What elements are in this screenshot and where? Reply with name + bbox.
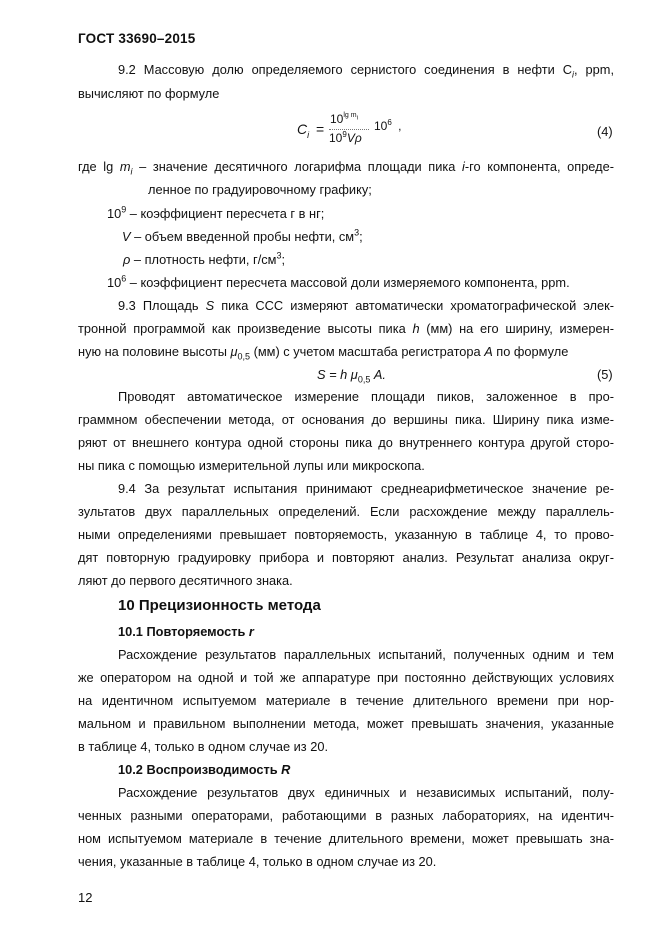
definition-line: V – объем введенной пробы нефти, $см^3$; (122, 227, 363, 244)
paragraph-9-2-line: вычисляют по формуле (78, 86, 220, 101)
formula-denominator: $10^9V\rho$ (329, 130, 362, 145)
definition-line: $10^9$ – коэффициент пересчета г в нг; (107, 204, 325, 221)
page-number: 12 (78, 890, 93, 905)
formula-numerator: $10^{lg m_i}$ (330, 112, 358, 126)
document-header: ГОСТ 33690–2015 (78, 31, 196, 46)
subsection-heading: 10.2 Воспроизводимость R (118, 762, 291, 777)
fraction-bar (329, 129, 369, 130)
subsection-heading: 10.1 Повторяемость r (118, 624, 254, 639)
definition-line: ленное по градуировочному графику; (148, 182, 372, 197)
definition-line: где $\lg m_i$ – значение десятичного логарифма площади пика i-го компонента, опреде- (78, 159, 614, 177)
definition-line: $10^6$ – коэффициент пересчета массовой доли измеряемого компонента, ppm. (107, 273, 570, 290)
section-heading: 10 Прецизионность метода (118, 597, 321, 614)
definition-line: ρ – плотность нефти, $г/см^3$; (123, 250, 286, 267)
formula-number: (4) (597, 124, 613, 139)
formula-number: (5) (597, 367, 613, 382)
paragraph-9-2-line: 9.2 Массовую долю определяемого сернистого соединения в нефти $C_i$, ppm, (118, 62, 615, 80)
